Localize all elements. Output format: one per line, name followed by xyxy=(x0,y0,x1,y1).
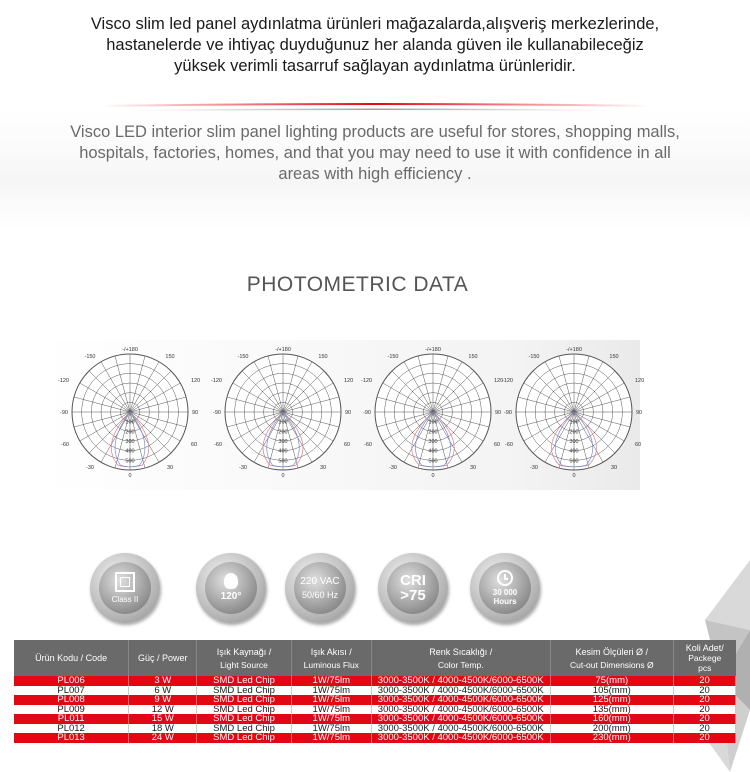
cell-flux: 1W/75lm xyxy=(291,686,371,696)
bulb-icon xyxy=(224,573,238,589)
cell-temp: 3000-3500K / 4000-4500K/6000-6500K xyxy=(371,676,550,686)
cell-code: PL008 xyxy=(14,695,129,705)
col-flux: Işık Akısı / Luminous Flux xyxy=(291,640,371,676)
class2-label: Class II xyxy=(111,595,139,604)
cell-temp: 3000-3500K / 4000-4500K/6000-6500K xyxy=(371,724,550,734)
radial-label: 500 xyxy=(569,458,579,465)
cell-pack: 20 xyxy=(674,724,736,734)
radial-label: 400 xyxy=(278,448,288,455)
cell-power: 15 W xyxy=(129,714,197,724)
angle-label: 0 xyxy=(431,473,435,479)
cell-power: 9 W xyxy=(129,695,197,705)
cell-cut: 230(mm) xyxy=(550,733,673,743)
angle-label: 30 xyxy=(610,465,618,471)
col-source: Işık Kaynağı / Light Source xyxy=(197,640,291,676)
angle-label: 150 xyxy=(318,354,328,360)
angle-label: -60 xyxy=(214,442,222,448)
radial-label: 500 xyxy=(278,458,288,465)
angle-label: -150 xyxy=(84,354,96,360)
cell-code: PL006 xyxy=(14,676,129,686)
radial-label: 500 xyxy=(125,458,135,465)
cell-power: 18 W xyxy=(129,724,197,734)
angle-label: 60 xyxy=(494,442,501,448)
lifetime-hours: 30 000 xyxy=(492,588,518,597)
cell-temp: 3000-3500K / 4000-4500K/6000-6500K xyxy=(371,695,550,705)
cell-temp: 3000-3500K / 4000-4500K/6000-6500K xyxy=(371,686,550,696)
cell-pack: 20 xyxy=(674,686,736,696)
angle-label: -60 xyxy=(61,442,69,448)
angle-label: -/+180 xyxy=(122,347,138,353)
cell-cut: 200(mm) xyxy=(550,724,673,734)
red-divider-line xyxy=(100,99,650,115)
cell-source: SMD Led Chip xyxy=(197,733,291,743)
cell-temp: 3000-3500K / 4000-4500K/6000-6500K xyxy=(371,714,550,724)
angle-label: 30 xyxy=(319,465,327,471)
cell-pack: 20 xyxy=(674,733,736,743)
intro-english xyxy=(40,122,710,185)
angle-label: -150 xyxy=(528,354,540,360)
angle-label: 0 xyxy=(128,473,132,479)
angle-label: -30 xyxy=(239,465,247,471)
angle-label: 60 xyxy=(191,442,198,448)
cell-flux: 1W/75lm xyxy=(291,705,371,715)
beam-angle-badge xyxy=(196,553,266,623)
cell-code: PL007 xyxy=(14,686,129,696)
angle-label: -120 xyxy=(360,378,372,384)
intro-turkish xyxy=(40,14,710,77)
radial-label: 300 xyxy=(428,439,438,445)
cell-pack: 20 xyxy=(674,695,736,705)
radial-label: 300 xyxy=(278,439,288,445)
radial-label: 200 xyxy=(278,429,288,436)
angle-label: 90 xyxy=(636,410,643,416)
voltage-label: 220 VAC xyxy=(300,576,340,587)
class2-badge xyxy=(90,553,160,623)
angle-label: 150 xyxy=(468,354,478,360)
photometric-title: PHOTOMETRIC DATA xyxy=(246,273,469,296)
angle-label: 90 xyxy=(345,410,352,416)
angle-label: -120 xyxy=(501,378,513,384)
radial-label: 400 xyxy=(125,448,135,455)
angle-label: -90 xyxy=(504,410,512,416)
cell-source: SMD Led Chip xyxy=(197,695,291,705)
cell-flux: 1W/75lm xyxy=(291,733,371,743)
voltage-badge xyxy=(285,553,355,623)
cell-code: PL012 xyxy=(14,724,129,734)
col-code: Ürün Kodu / Code xyxy=(14,640,129,676)
intro-en-line: areas with high efficiency . xyxy=(278,165,472,183)
cell-power: 12 W xyxy=(129,705,197,715)
radial-label: 400 xyxy=(428,448,438,455)
intro-en-line: hospitals, factories, homes, and that you may need to use it with confidence in all xyxy=(79,144,671,162)
angle-label: -90 xyxy=(363,410,371,416)
cri-label: CRI xyxy=(400,572,426,589)
cell-power: 6 W xyxy=(129,686,197,696)
col-pack: Koli Adet/ Packege pcs xyxy=(674,640,736,676)
polar-diagram xyxy=(198,342,368,482)
cell-code: PL009 xyxy=(14,705,129,715)
cell-temp: 3000-3500K / 4000-4500K/6000-6500K xyxy=(371,733,550,743)
angle-label: 0 xyxy=(572,473,576,479)
intro-tr-line: Visco slim led panel aydınlatma ürünleri mağazalarda,alışveriş merkezlerinde, xyxy=(90,15,660,33)
polar-diagram xyxy=(489,342,659,482)
cell-cut: 125(mm) xyxy=(550,695,673,705)
angle-label: -60 xyxy=(364,442,372,448)
angle-label: -/+180 xyxy=(566,347,582,353)
radial-label: 500 xyxy=(428,458,438,465)
cell-source: SMD Led Chip xyxy=(197,705,291,715)
product-spec-table xyxy=(14,640,736,743)
lifetime-unit: Hours xyxy=(493,597,517,606)
angle-label: 90 xyxy=(495,410,502,416)
cell-code: PL013 xyxy=(14,733,129,743)
cell-flux: 1W/75lm xyxy=(291,676,371,686)
table-header-row xyxy=(14,640,736,676)
radial-label: 200 xyxy=(428,429,438,436)
radial-label: 100 xyxy=(428,419,438,426)
cell-flux: 1W/75lm xyxy=(291,695,371,705)
angle-label: 60 xyxy=(344,442,351,448)
angle-label: -30 xyxy=(389,465,397,471)
angle-label: 120 xyxy=(635,378,645,384)
intro-tr-line: yüksek verimli tasarruf sağlayan aydınlatma ürünleridir. xyxy=(174,57,576,75)
angle-label: 150 xyxy=(165,354,175,360)
cell-cut: 135(mm) xyxy=(550,705,673,715)
angle-label: -90 xyxy=(60,410,68,416)
cell-power: 3 W xyxy=(129,676,197,686)
angle-label: 90 xyxy=(192,410,199,416)
angle-label: 0 xyxy=(281,473,285,479)
cell-power: 24 W xyxy=(129,733,197,743)
angle-label: 120 xyxy=(344,378,354,384)
radial-label: 300 xyxy=(569,439,579,445)
radial-label: 100 xyxy=(569,419,579,426)
angle-label: -120 xyxy=(57,378,69,384)
cell-source: SMD Led Chip xyxy=(197,724,291,734)
angle-label: -90 xyxy=(213,410,221,416)
angle-label: -150 xyxy=(237,354,249,360)
cri-badge xyxy=(378,553,448,623)
cell-source: SMD Led Chip xyxy=(197,676,291,686)
cell-flux: 1W/75lm xyxy=(291,724,371,734)
intro-tr-line: hastanelerde ve ihtiyaç duyduğunuz her alanda güven ile kullanabileceğiz xyxy=(106,36,644,54)
beam-angle-label: 120° xyxy=(220,591,242,602)
radial-label: 100 xyxy=(278,419,288,426)
angle-label: 30 xyxy=(469,465,477,471)
angle-label: 120 xyxy=(191,378,201,384)
angle-label: 30 xyxy=(166,465,174,471)
cri-value: >75 xyxy=(400,587,426,604)
intro-en-line: Visco LED interior slim panel lighting products are useful for stores, shopping malls, xyxy=(70,123,680,141)
angle-label: -150 xyxy=(387,354,399,360)
radial-label: 400 xyxy=(569,448,579,455)
angle-label: -/+180 xyxy=(425,347,441,353)
cell-cut: 105(mm) xyxy=(550,686,673,696)
radial-label: 100 xyxy=(125,419,135,426)
cell-flux: 1W/75lm xyxy=(291,714,371,724)
col-cut: Kesim Ölçüleri Ø / Cut-out Dimensions Ø xyxy=(550,640,673,676)
cell-cut: 75(mm) xyxy=(550,676,673,686)
cell-pack: 20 xyxy=(674,705,736,715)
angle-label: -30 xyxy=(86,465,94,471)
table-row xyxy=(14,733,736,743)
cell-code: PL011 xyxy=(14,714,129,724)
cell-source: SMD Led Chip xyxy=(197,686,291,696)
radial-label: 300 xyxy=(125,439,135,445)
frequency-label: 50/60 Hz xyxy=(301,590,339,600)
cell-cut: 160(mm) xyxy=(550,714,673,724)
radial-label: 200 xyxy=(125,429,135,436)
col-power: Güç / Power xyxy=(129,640,197,676)
angle-label: -120 xyxy=(210,378,222,384)
cell-pack: 20 xyxy=(674,676,736,686)
radial-label: 200 xyxy=(569,429,579,436)
angle-label: -60 xyxy=(505,442,513,448)
class2-icon xyxy=(115,572,135,592)
angle-label: 60 xyxy=(635,442,642,448)
clock-icon xyxy=(497,570,513,586)
cell-temp: 3000-3500K / 4000-4500K/6000-6500K xyxy=(371,705,550,715)
angle-label: -/+180 xyxy=(275,347,291,353)
col-temp: Renk Sıcaklığı / Color Temp. xyxy=(371,640,550,676)
angle-label: 120 xyxy=(494,378,504,384)
cell-pack: 20 xyxy=(674,714,736,724)
cell-source: SMD Led Chip xyxy=(197,714,291,724)
lifetime-badge xyxy=(470,553,540,623)
polar-diagram xyxy=(45,342,215,482)
angle-label: 150 xyxy=(609,354,619,360)
angle-label: -30 xyxy=(530,465,538,471)
